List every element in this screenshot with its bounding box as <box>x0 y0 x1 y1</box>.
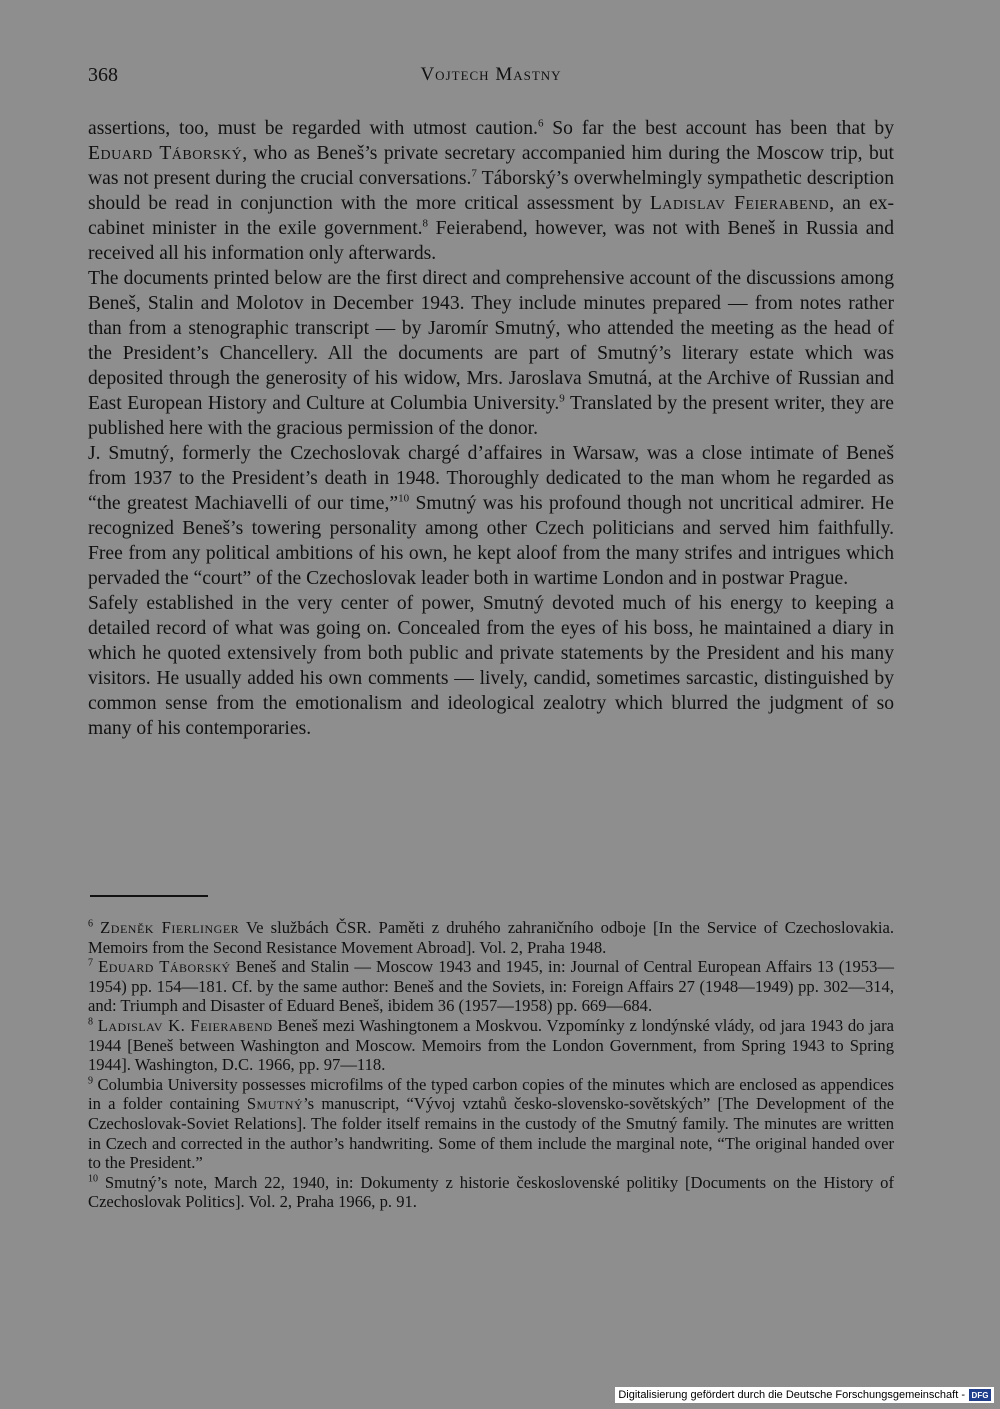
text-run: Feierabend, however, was not with Beneš in Russia and received all his information only afterwards. <box>88 218 894 264</box>
digitization-text: Digitalisierung gefördert durch die Deutsche Forschungsgemeinschaft - <box>618 1389 965 1401</box>
text-run: , who as Beneš’s private secretary accompanied him during the Moscow trip, but was not present during the crucial conversations. <box>88 143 894 189</box>
author-name: Zdeněk Fierlinger <box>100 918 240 937</box>
running-head: Vojtech Mastny <box>420 64 562 85</box>
footnote-ref: 9 <box>559 392 565 405</box>
footnote-ref: 10 <box>88 1173 98 1185</box>
footnote <box>88 957 894 1016</box>
author-name: Smutný <box>246 1094 304 1114</box>
footnote-ref: 6 <box>537 117 544 130</box>
footnotes <box>88 918 894 1212</box>
footnote-ref: 7 <box>471 167 477 180</box>
author-name: Eduard Táborský <box>88 143 243 164</box>
footnote-ref: 7 <box>88 957 93 969</box>
footnote <box>88 918 894 957</box>
text-run: So far the best account has been that by <box>543 118 895 139</box>
paragraph <box>88 441 894 591</box>
page-header <box>88 64 894 94</box>
footnote <box>88 1173 894 1212</box>
footnote <box>88 1016 894 1075</box>
footnote-ref: 8 <box>422 217 429 230</box>
dfg-logo: DFG <box>969 1389 991 1401</box>
text-run: Beneš and Stalin — Moscow 1943 and 1945, in: Journal of Central European Affairs 13 (1953—1954) pp. 154—181. Cf. by the same author: Beneš and the Soviets, in: Foreign Affairs 27 (1948—1949) pp. 302—314, and: Triumph and Disaster of Eduard Beneš, ibidem 36 (1957—1958) pp. 669—684. <box>88 957 894 1016</box>
digitization-banner <box>615 1387 994 1403</box>
footnote-ref: 10 <box>398 492 410 505</box>
footnote-separator-rule <box>90 895 208 897</box>
paragraph <box>88 591 894 741</box>
text-run: Beneš mezi Washingtonem a Moskvou. Vzpomínky z londýnské vlády, od jara 1943 do jara 1944 [Beneš between Washington and Moscow. Memoirs from the London Government, from Spring 1943 to Spring 1944]. Washington, D.C. 1966, pp. 97—118. <box>88 1015 894 1075</box>
text-run: , an ex-cabinet minister in the exile government. <box>88 193 894 239</box>
text-run: J. Smutný, formerly the Czechoslovak chargé d’affaires in Warsaw, was a close intimate of Beneš from 1937 to the President’s death in 1948. Thoroughly dedicated to the man whom he regarded as “the greatest Machiavelli of our time,” <box>88 443 894 514</box>
text-run: Columbia University possesses microfilms of the typed carbon copies of the minutes which are enclosed as appendices in a folder containing <box>88 1074 894 1114</box>
footnote-ref: 6 <box>88 918 93 930</box>
paragraph <box>88 116 894 266</box>
text-run: Táborský’s overwhelmingly sympathetic description should be read in conjunction with the more critical assessment by <box>88 168 894 214</box>
text-run: ’s manuscript, “Vývoj vztahů česko-slovensko-sovětských” [The Development of the Czechoslovak-Soviet Relations]. The folder itself remains in the custody of the Smutný family. The minutes are written in Czech and corrected in the author’s handwriting. Some of them include the marginal note, “The original handed over to the President.” <box>88 1094 894 1173</box>
footnote-ref: 8 <box>88 1016 93 1028</box>
text-run: Safely established in the very center of power, Smutný devoted much of his energy to keeping a detailed record of what was going on. Concealed from the eyes of his boss, he maintained a diary in which he quoted extensively from both public and private statements by the President and his many visitors. He usually added his own comments — lively, candid, sometimes sarcastic, distinguished by common sense from the emotionalism and ideological zealotry which blurred the judgment of so many of his contemporaries. <box>88 593 894 739</box>
text-run: Ve službách ČSR. Paměti z druhého zahraničního odboje [In the Service of Czechoslovakia. Memoirs from the Second Resistance Movement Abroad]. Vol. 2, Praha 1948. <box>88 918 894 957</box>
text-run: The documents printed below are the first direct and comprehensive account of the discussions among Beneš, Stalin and Molotov in December 1943. They include minutes prepared — from notes rather than from a stenographic transcript — by Jaromír Smutný, who attended the meeting as the head of the President’s Chancellery. All the documents are part of Smutný’s literary estate which was deposited through the generosity of his widow, Mrs. Jaroslava Smutná, at the Archive of Russian and East European History and Culture at Columbia University. <box>88 268 894 414</box>
text-run: Smutný’s note, March 22, 1940, in: Dokumenty z historie československé politiky [Documents on the History of Czechoslovak Politics]. Vol. 2, Praha 1966, p. 91. <box>88 1172 894 1212</box>
author-name: Ladislav K. Feierabend <box>97 1015 273 1035</box>
body-text <box>88 116 894 741</box>
paragraph <box>88 266 894 441</box>
author-name: Eduard Táborský <box>98 957 231 977</box>
author-name: Ladislav Feierabend <box>649 193 830 214</box>
page-number: 368 <box>88 64 118 86</box>
text-run: Translated by the present writer, they are published here with the gracious permission of the donor. <box>88 393 894 439</box>
footnote <box>88 1075 894 1173</box>
text-run: assertions, too, must be regarded with utmost caution. <box>88 118 538 139</box>
text-run: Smutný was his profound though not uncritical admirer. He recognized Beneš’s towering personality among other Czech politicians and served him faithfully. Free from any political ambitions of his own, he kept aloof from the many strifes and intrigues which pervaded the “court” of the Czechoslovak leader both in wartime London and in postwar Prague. <box>88 493 894 589</box>
footnote-ref: 9 <box>88 1075 93 1087</box>
